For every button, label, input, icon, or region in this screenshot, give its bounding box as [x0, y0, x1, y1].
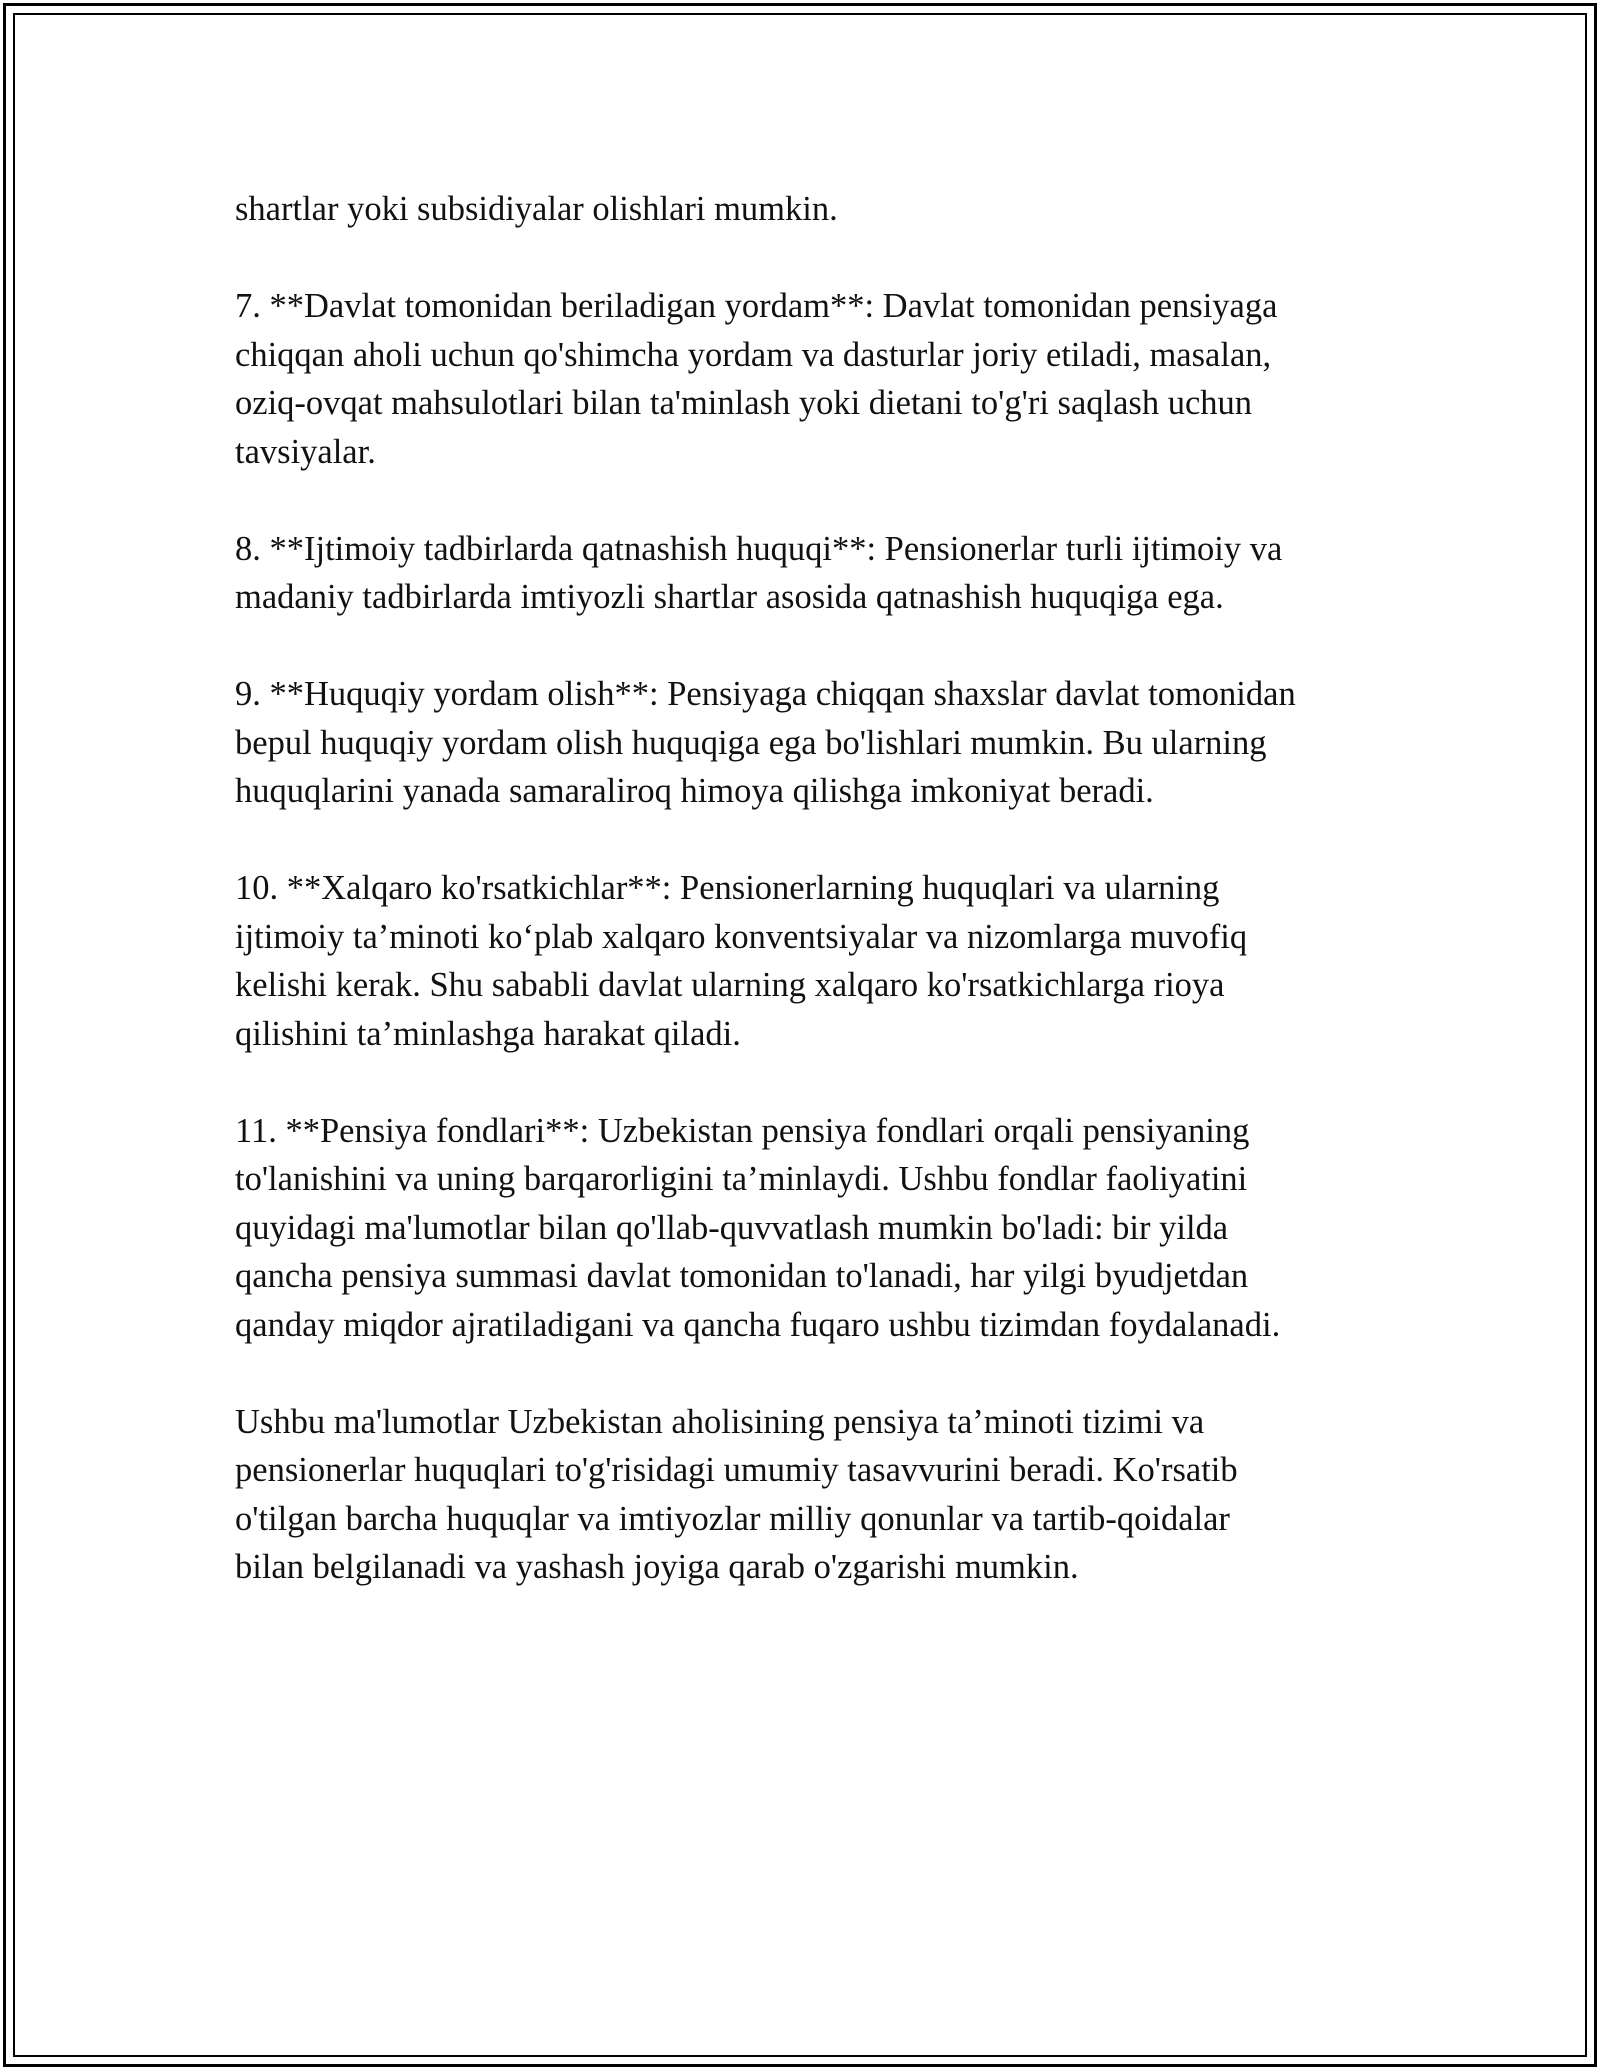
paragraph-conclusion: Ushbu ma'lumotlar Uzbekistan aholisining pensiya ta’minoti tizimi va pensionerlar huquqlari to'g'risidagi umumiy tasavvurini beradi. Ko'rsatib o'tilgan barcha huquqlar va imtiyozlar milliy qonunlar va tartib-qoidalar bilan belgilanadi va yashash joyiga qarab o'zgarishi mumkin.	[235, 1402, 1238, 1586]
paragraph-item-11: 11. **Pensiya fondlari**: Uzbekistan pensiya fondlari orqali pensiyaning to'lanishini va uning barqarorligini ta’minlaydi. Ushbu fondlar faoliyatini quyidagi ma'lumotlar bilan qo'llab-quvvatlash mumkin bo'ladi: bir yilda qancha pensiya summasi davlat tomonidan to'lanadi, har yilgi byudjetdan qanday miqdor ajratiladigani va qancha fuqaro ushbu tizimdan foydalanadi.	[235, 1111, 1281, 1344]
paragraph-item-8: 8. **Ijtimoiy tadbirlarda qatnashish huquqi**: Pensionerlar turli ijtimoiy va madaniy tadbirlarda imtiyozli shartlar asosida qatnashish huquqiga ega.	[235, 529, 1283, 616]
document-body	[235, 185, 1395, 1640]
paragraph-item-9: 9. **Huquqiy yordam olish**: Pensiyaga chiqqan shaxslar davlat tomonidan bepul huquqiy yordam olish huquqiga ega bo'lishlari mumkin. Bu ularning huquqlarini yanada samaraliroq himoya qilishga imkoniyat beradi.	[235, 675, 1296, 810]
paragraph-item-10: 10. **Xalqaro ko'rsatkichlar**: Pensionerlarning huquqlari va ularning ijtimoiy ta’minoti ko‘plab xalqaro konventsiyalar va nizomlarga muvofiq kelishi kerak. Shu sababli davlat ularning xalqaro ko'rsatkichlarga rioya qilishini ta’minlashga harakat qiladi.	[235, 869, 1248, 1053]
paragraph-item-7: 7. **Davlat tomonidan beriladigan yordam**: Davlat tomonidan pensiyaga chiqqan aholi uchun qo'shimcha yordam va dasturlar joriy etiladi, masalan, oziq-ovqat mahsulotlari bilan ta'minlash yoki dietani to'g'ri saqlash uchun tavsiyalar.	[235, 287, 1278, 471]
paragraph-continuation: shartlar yoki subsidiyalar olishlari mumkin.	[235, 190, 838, 228]
